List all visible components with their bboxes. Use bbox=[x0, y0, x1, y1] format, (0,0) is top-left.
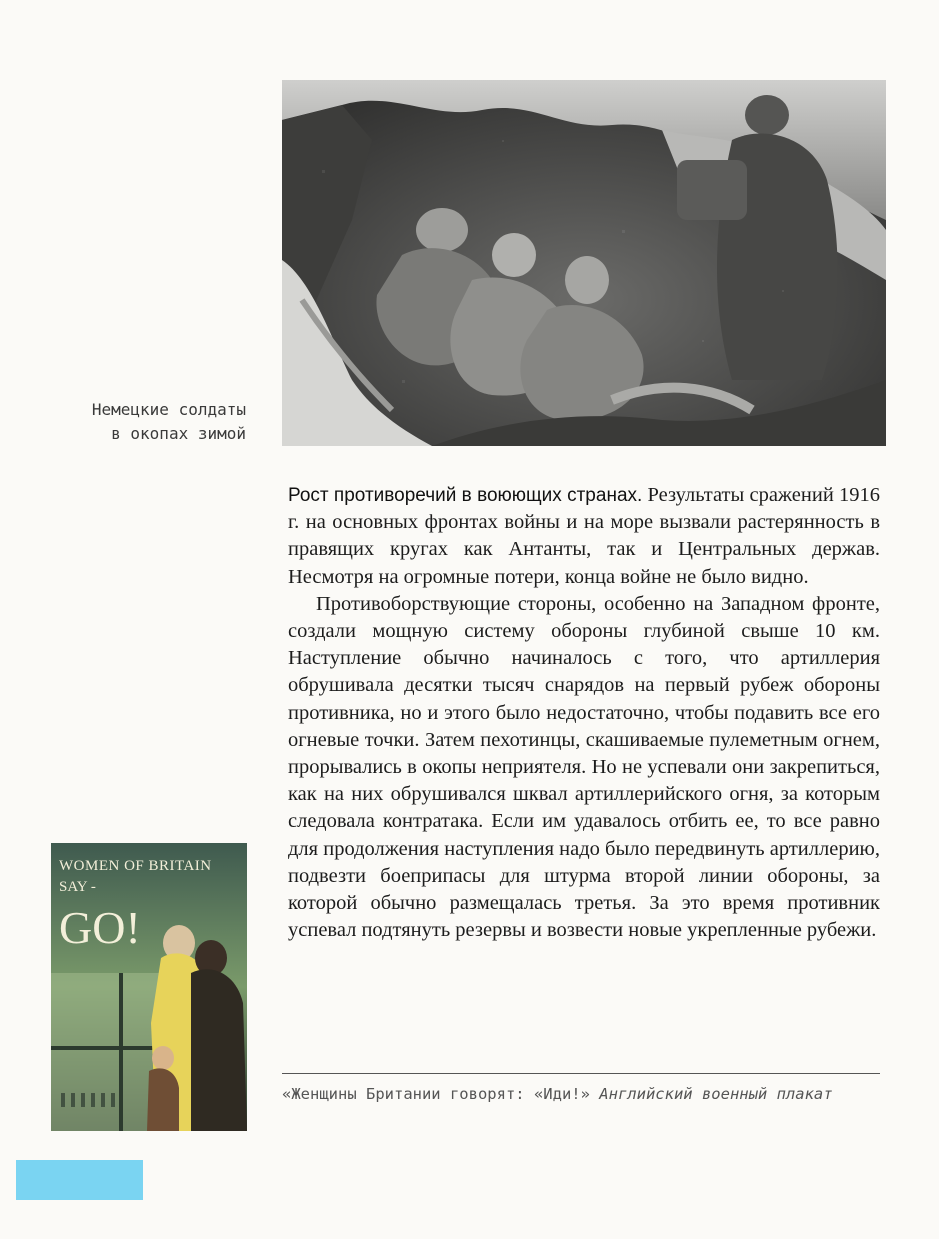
paragraph-1 bbox=[288, 482, 880, 591]
photo-caption-line-2: в окопах зимой bbox=[111, 424, 246, 443]
page-tab bbox=[16, 1160, 143, 1200]
article-body bbox=[288, 482, 880, 944]
poster-caption-description: Английский военный плакат bbox=[599, 1085, 833, 1103]
poster-text-line-2: SAY - bbox=[59, 879, 96, 895]
poster-text-line-3: GO! bbox=[59, 902, 141, 953]
war-poster bbox=[51, 843, 247, 1131]
section-heading: Рост противоречий в воюющих странах. bbox=[288, 485, 643, 506]
paragraph-1-text: Результаты сражений 1916 г. на основных фронтах войны и на море вызвали растерянность в правящих кругах как Антанты, так и Центральных держав. Несмотря на огромные потери, конца войне не было видно. bbox=[288, 484, 880, 588]
photo-caption bbox=[20, 398, 246, 446]
photo-caption-line-1: Немецкие солдаты bbox=[91, 400, 246, 419]
poster-text-line-1: WOMEN OF BRITAIN bbox=[59, 858, 212, 874]
paragraph-2: Противоборствующие стороны, особенно на Западном фронте, создали мощную систему обороны глубиной свыше 10 км. Наступление обычно начиналось с того, что артиллерия обрушивала десятки тысяч снарядов на первый рубеж обороны противника, но и этого было недостаточно, чтобы подавить все его огневые точки. Затем пехотинцы, скашиваемые пулеметным огнем, прорывались в окопы неприятеля. Но не успевали они закрепиться, как на них обрушивался шквал артиллерийского огня, за которым следовала контратака. Если им удавалось отбить ее, то все равно для продолжения наступления надо было передвинуть артиллерию, подвезти боеприпасы для штурма второй линии обороны, за которой обычно размещалась третья. За это время противник успевал подтянуть резервы и возвести новые укрепленные рубежи. bbox=[288, 592, 880, 942]
poster-caption-quote: «Женщины Британии говорят: «Иди!» bbox=[282, 1085, 590, 1103]
poster-caption bbox=[282, 1082, 882, 1106]
caption-divider bbox=[282, 1073, 880, 1074]
trench-photo bbox=[282, 80, 886, 446]
